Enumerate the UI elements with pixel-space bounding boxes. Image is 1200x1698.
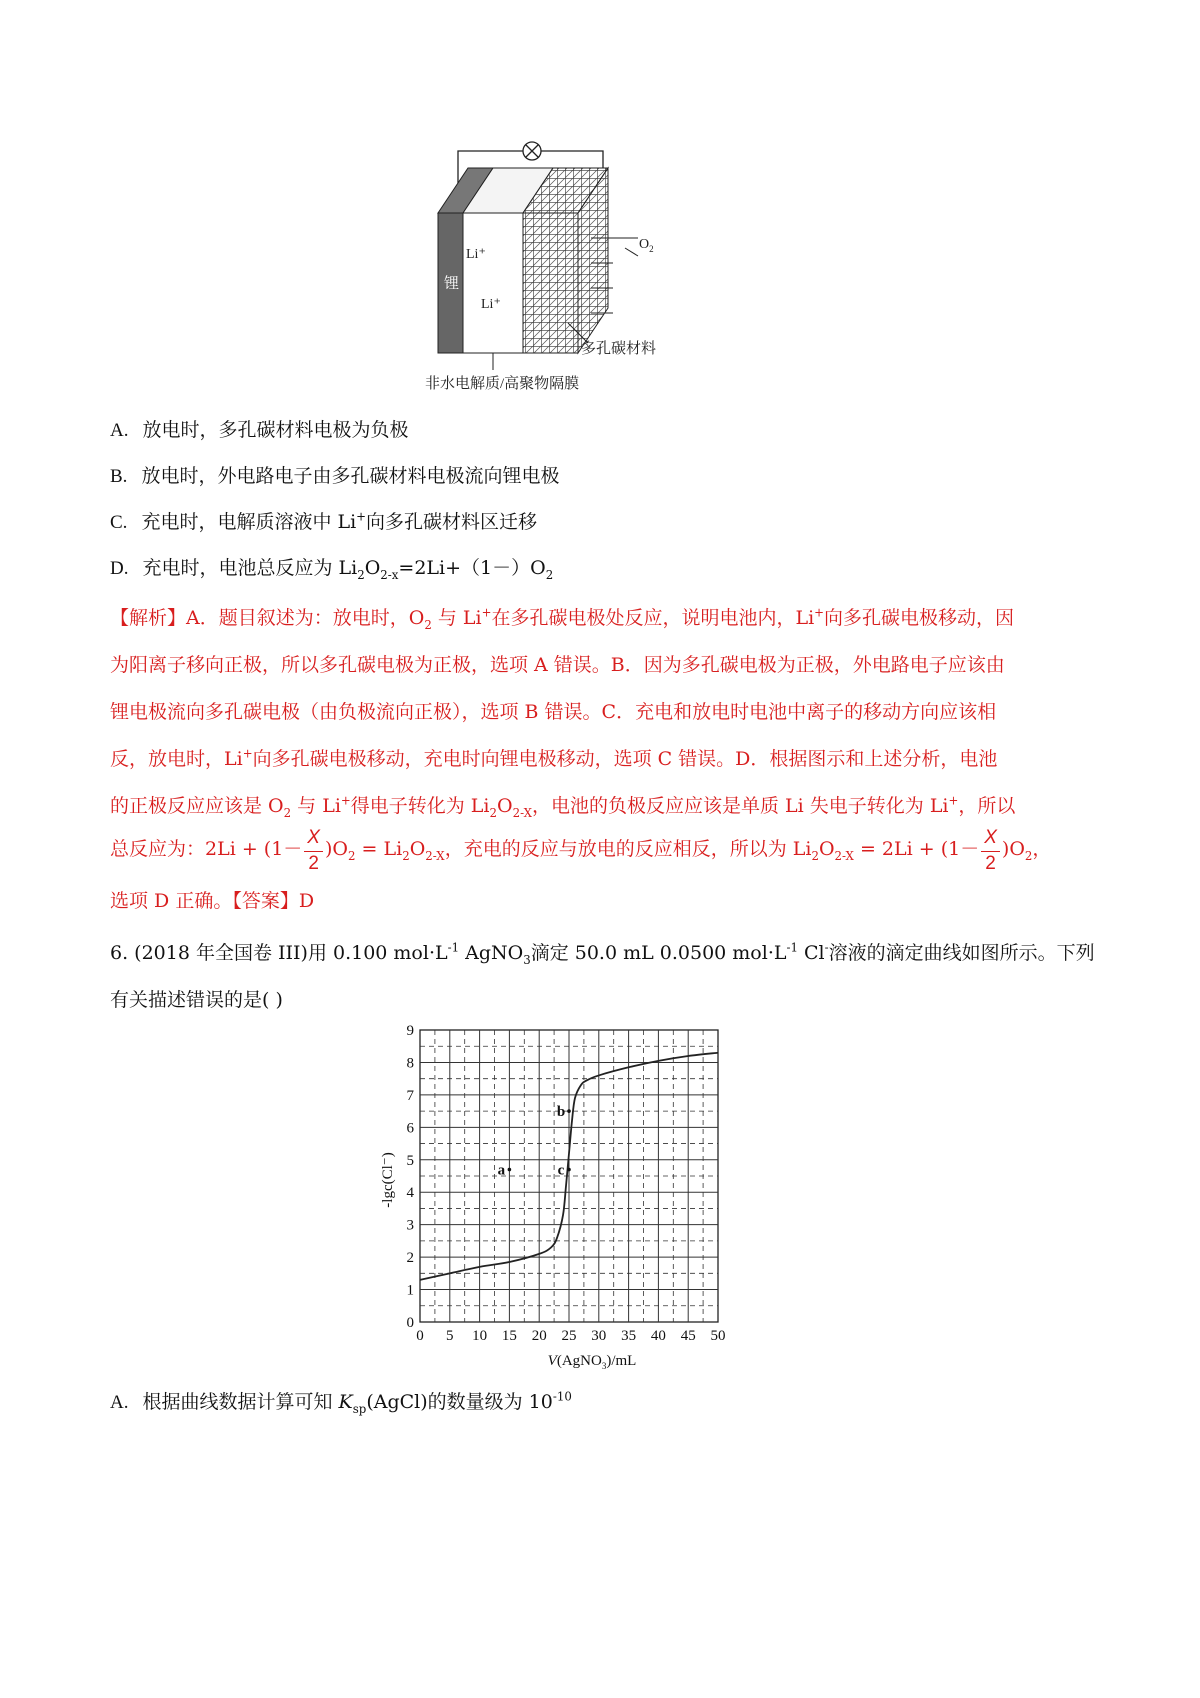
option-text: O bbox=[364, 557, 381, 579]
analysis-text: O bbox=[409, 838, 426, 860]
battery-diagram bbox=[413, 138, 698, 400]
fraction-numerator: X bbox=[981, 825, 1000, 852]
analysis-text: ，电池的负极反应应该是单质 Li 失电子转化为 Li bbox=[532, 795, 949, 817]
titration-chart bbox=[370, 1020, 740, 1370]
lamp-icon bbox=[523, 142, 541, 160]
superscript: + bbox=[814, 605, 825, 620]
q6-option-a bbox=[110, 1389, 572, 1416]
analysis-text: ，充电的反应与放电的反应相反，所以为 Li bbox=[444, 838, 812, 860]
subscript: 2-X bbox=[834, 848, 854, 863]
x-tick-label: 35 bbox=[621, 1328, 637, 1344]
superscript: -1 bbox=[447, 940, 460, 955]
q6-stem-line-2: 有关描述错误的是( ) bbox=[110, 989, 283, 1011]
question-text: 溶液的滴定曲线如图所示。下列 bbox=[828, 942, 1095, 964]
point-c-marker bbox=[567, 1168, 571, 1172]
analysis-text: )O bbox=[324, 838, 348, 860]
battery-diagram-svg bbox=[413, 138, 698, 400]
option-label: A. bbox=[110, 420, 129, 441]
subscript: 2-X bbox=[512, 805, 532, 820]
point-c-label: c bbox=[557, 1162, 565, 1179]
option-text: 放电时，外电路电子由多孔碳材料电极流向锂电极 bbox=[141, 465, 560, 487]
analysis-text: 在多孔碳电极处反应，说明电池内，Li bbox=[491, 607, 815, 629]
analysis-text: = Li bbox=[355, 838, 403, 860]
x-tick-label: 40 bbox=[650, 1328, 666, 1344]
li-ion-label-2: Li⁺ bbox=[481, 297, 501, 312]
analysis-text: O bbox=[818, 838, 835, 860]
x-tick-label: 50 bbox=[710, 1328, 726, 1344]
analysis-line-7: 选项 D 正确。【答案】D bbox=[110, 890, 315, 912]
analysis-text: 向多孔碳电极移动，充电时向锂电极移动，选项 C 错误。D．根据图示和上述分析，电池 bbox=[252, 748, 998, 770]
analysis-text: 反，放电时，Li bbox=[110, 748, 243, 770]
fraction bbox=[981, 825, 1000, 876]
option-label: C. bbox=[110, 512, 128, 533]
analysis-line-2: 为阳离子移向正极，所以多孔碳电极为正极，选项 A 错误。B．因为多孔碳电极为正极，外电路电子应该由 bbox=[110, 654, 1005, 676]
subscript: 2 bbox=[1024, 848, 1033, 863]
superscript: -10 bbox=[552, 1389, 572, 1404]
subscript: 3 bbox=[523, 952, 531, 967]
option-text: 放电时，多孔碳材料电极为负极 bbox=[142, 419, 409, 441]
x-tick-label: 25 bbox=[561, 1328, 577, 1344]
option-text: 根据曲线数据计算可知 bbox=[142, 1391, 339, 1413]
y-tick-label: 4 bbox=[406, 1185, 414, 1202]
superscript: + bbox=[242, 746, 253, 761]
point-a-label: a bbox=[497, 1162, 506, 1179]
analysis-line-4 bbox=[110, 733, 1100, 785]
titration-chart-svg bbox=[370, 1020, 740, 1370]
y-tick-label: 2 bbox=[406, 1250, 414, 1267]
option-text: 充电时，电池总反应为 Li bbox=[142, 557, 358, 579]
subscript: 2 bbox=[347, 848, 356, 863]
x-tick-label: 45 bbox=[680, 1328, 696, 1344]
point-b-label: b bbox=[556, 1104, 566, 1121]
fraction-denominator: 2 bbox=[308, 852, 319, 874]
y-tick-label: 6 bbox=[406, 1120, 414, 1137]
superscript: -1 bbox=[786, 940, 798, 955]
question-text: Cl bbox=[797, 942, 825, 964]
x-axis-label: V(AgNO$_3$)/mL bbox=[547, 1353, 637, 1370]
analysis-text: ，所以 bbox=[958, 795, 1016, 817]
analysis-text: ， bbox=[1032, 838, 1052, 860]
analysis-text: 总反应为：2Li + (1－ bbox=[110, 838, 303, 860]
y-tick-label: 8 bbox=[406, 1055, 414, 1072]
superscript: + bbox=[948, 793, 959, 808]
q5-option-b bbox=[110, 463, 559, 490]
subscript: 2 bbox=[489, 805, 497, 820]
superscript: + bbox=[481, 605, 492, 620]
y-tick-label: 7 bbox=[406, 1087, 414, 1104]
subscript: sp bbox=[352, 1401, 367, 1416]
option-label: A. bbox=[110, 1392, 129, 1413]
question-text: 滴定 50.0 mL 0.0500 mol·L bbox=[530, 942, 787, 964]
option-label: D. bbox=[110, 558, 129, 579]
fraction bbox=[304, 825, 323, 876]
subscript: 2 bbox=[424, 617, 432, 632]
superscript: - bbox=[824, 940, 829, 955]
option-text: =2Li+（1－）O bbox=[398, 557, 546, 579]
option-text: 充电时，电解质溶液中 Li bbox=[141, 511, 357, 533]
analysis-line-6 bbox=[110, 822, 1100, 876]
question-text: AgNO bbox=[459, 942, 524, 964]
question-text: 6. (2018 年全国卷 III)用 0.100 mol·L bbox=[110, 942, 448, 964]
analysis-text: 【解析】A．题目叙述为：放电时，O bbox=[110, 607, 425, 629]
lithium-label: 锂 bbox=[444, 276, 460, 292]
porous-carbon-label: 多孔碳材料 bbox=[581, 341, 657, 357]
analysis-text: 与 Li bbox=[291, 795, 341, 817]
x-tick-label: 30 bbox=[591, 1328, 607, 1344]
o2-label: $O_2$ bbox=[639, 237, 654, 254]
analysis-text: 的正极反应应该是 O bbox=[110, 795, 284, 817]
x-tick-label: 10 bbox=[472, 1328, 488, 1344]
analysis-text: O bbox=[497, 795, 513, 817]
x-tick-label: 0 bbox=[416, 1328, 424, 1344]
q5-option-a bbox=[110, 417, 409, 444]
subscript: 2 bbox=[357, 567, 365, 582]
x-tick-label: 20 bbox=[531, 1328, 547, 1344]
option-text: K bbox=[338, 1391, 353, 1413]
subscript: 2 bbox=[545, 567, 554, 582]
analysis-line-3: 锂电极流向多孔碳电极（由负极流向正极），选项 B 错误。C．充电和放电时电池中离子的移动方向应该相 bbox=[110, 701, 997, 723]
x-tick-label: 5 bbox=[446, 1328, 454, 1344]
analysis-line-1 bbox=[110, 592, 1100, 644]
analysis-text: 得电子转化为 Li bbox=[350, 795, 490, 817]
analysis-text: )O bbox=[1001, 838, 1025, 860]
y-tick-label: 5 bbox=[406, 1152, 414, 1169]
point-b-marker bbox=[567, 1109, 571, 1113]
y-axis-label: -lgc(Cl⁻) bbox=[380, 1152, 396, 1208]
analysis-text: = 2Li + (1－ bbox=[853, 838, 980, 860]
superscript: + bbox=[356, 509, 367, 524]
y-tick-label: 3 bbox=[406, 1217, 414, 1234]
fraction-denominator: 2 bbox=[985, 852, 996, 874]
superscript: + bbox=[340, 793, 351, 808]
option-text: (AgCl)的数量级为 10 bbox=[366, 1391, 553, 1413]
option-label: B. bbox=[110, 466, 128, 487]
fraction-numerator: X bbox=[304, 825, 323, 852]
membrane-label: 非水电解质/高聚物隔膜 bbox=[425, 376, 580, 392]
subscript: 2 bbox=[283, 805, 292, 820]
y-tick-label: 9 bbox=[406, 1023, 414, 1039]
analysis-text: 与 Li bbox=[431, 607, 482, 629]
q6-stem-line-1 bbox=[110, 940, 1095, 966]
y-tick-label: 1 bbox=[406, 1282, 414, 1299]
x-tick-label: 15 bbox=[501, 1328, 517, 1344]
subscript: 2-x bbox=[380, 567, 399, 582]
q5-option-c bbox=[110, 509, 537, 536]
li-ion-label-1: Li⁺ bbox=[466, 247, 486, 262]
subscript: 2 bbox=[402, 848, 410, 863]
subscript: 2 bbox=[811, 848, 819, 863]
y-tick-label: 0 bbox=[406, 1315, 414, 1331]
analysis-text: 向多孔碳电极移动，因 bbox=[824, 607, 1015, 629]
q5-option-d bbox=[110, 555, 553, 582]
subscript: 2-X bbox=[425, 848, 445, 863]
option-text: 向多孔碳材料区迁移 bbox=[366, 511, 538, 533]
point-a-marker bbox=[508, 1168, 512, 1172]
